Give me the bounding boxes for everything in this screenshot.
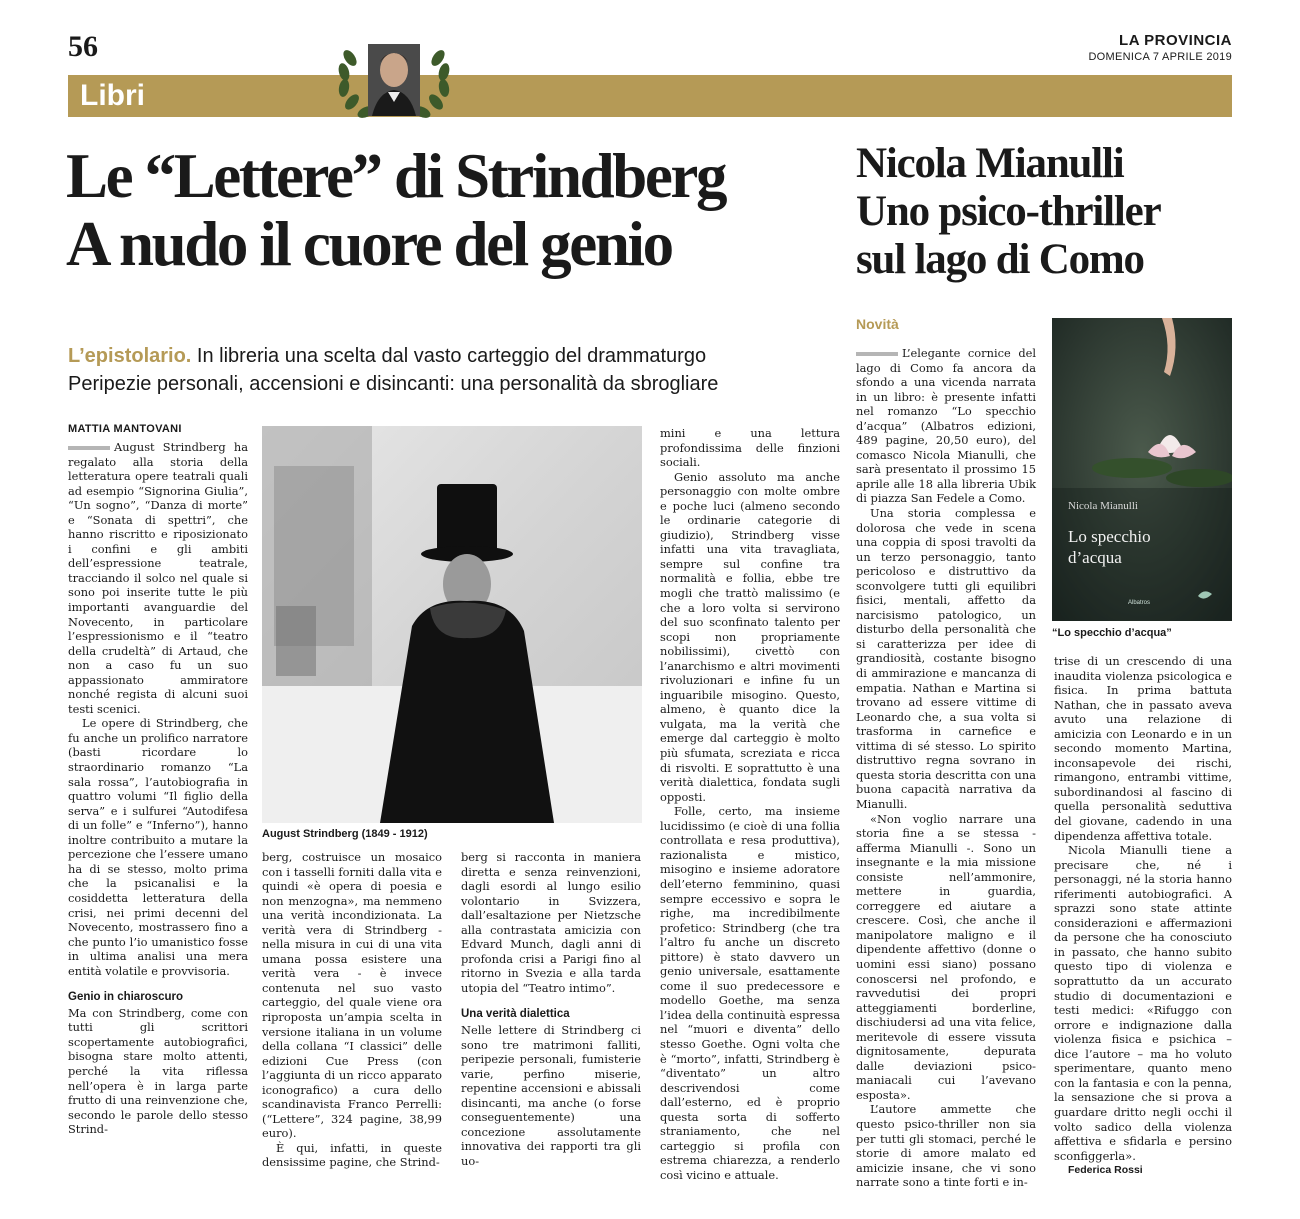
side-column-1	[856, 346, 1036, 1190]
summary-tag: L’epistolario.	[68, 345, 192, 367]
side-column-2	[1054, 654, 1232, 1178]
book-cover-author: Nicola Mianulli	[1068, 500, 1138, 512]
summary-line-2: Peripezie personali, accensioni e disincanti: una personalità da sbrogliare	[68, 373, 719, 395]
paragraph: Folle, certo, ma insieme lucidissimo (e cioè di una follia controllata e resa produttiva), razionalista e mistico, misogino e insieme adoratore dell’eterno femminino, quasi sempre eccessivo e sopra le righe, ma incredibilmente profetico: Strindberg (che tra l’altro fu anche un discreto pittore) è stato davvero un genio universale, esattamente come il suo predecessore e modello Goethe, ma senza l’idea della continuità espressa nel “muori e diventa” dello stesso Goethe. Ogni volta che è “morto”, infatti, Strindberg è “diventato” un altro descrivendosi come dall’esterno, ed è proprio questa sorta di sofferto straniamento, che nel carteggio si profila con estrema chiarezza, a renderlo così vicino e attuale.	[660, 804, 840, 1182]
side-kicker: Novità	[856, 316, 899, 332]
main-column-4	[660, 426, 840, 1182]
paragraph: mini e una lettura profondissima delle finzioni sociali.	[660, 426, 840, 470]
subheading: Una verità dialettica	[461, 1008, 570, 1021]
paragraph: L’autore ammette che questo psico-thriller non sia per tutti gli stomaci, perché le storie di amore malato ed amicizie insane, che vi sono narrate sono a tinte forti e in-	[856, 1102, 1036, 1190]
paragraph: berg, costruisce un mosaico con i tasselli forniti dalla vita e quindi «è opera di poesia e non menzogna», ma nemmeno una verità incondizionata. La verità vera di Strindberg - nella misura in cui di una vita umana possa esistere una verità vera - è invece contenuta nel suo vasto carteggio, del quale viene ora riproposta un’ampia scelta in versione italiana in un volume della collana “I classici” delle edizioni Cue Press (con l’aggiunta di un ricco apparato iconografico) a cura dello scandinavista Franco Perrelli: (“Lettere”, 324 pagine, 38,99 euro).	[262, 850, 442, 1141]
main-headline-line-2: A nudo il cuore del genio	[66, 209, 672, 279]
paragraph: Una storia complessa e dolorosa che vede in scena una coppia di sposi travolti da un terzo personaggio, tanto pericoloso e distruttivo da sconvolgere tutti gli equilibri fisici, mentali, affetto da narcisismo patologico, un disturbo della personalità che si caratterizza per idee di grandiosità, costante bisogno di ammirazione e mancanza di empatia. Nathan e Martina si trovano ad essere vittime di Leonardo che, a sua volta si trasforma in carnefice e vittima di sé stesso. Lo spirito distruttivo regna sovrano in questa storia descritta con una buona capacità narrativa da Mianulli.	[856, 506, 1036, 811]
article-author: MATTIA MANTOVANI	[68, 423, 182, 435]
paragraph: Genio assoluto ma anche personaggio con molte ombre e poche luci (almeno secondo le ordinarie categorie di giudizio), Strindberg visse infatti una vita travagliata, sempre sul confine tra normalità e follia, ebbe tre mogli che trattò malissimo (e che a loro volta si servirono del suo sconfinato talento per scopi non propriamente nobilissimi), civettò con l’anarchismo e altri movimenti rivoluzionari e infine fu un inguaribile misogino. Questo, almeno, è quanto dice la vulgata, ma la verità che emerge dal carteggio è molto più sfumata, screziata e ricca di risvolti. E soprattutto è una verità dialettica, fondata sugli opposti.	[660, 469, 840, 804]
page-number: 56	[68, 30, 98, 63]
main-headline	[66, 142, 846, 278]
paragraph: «Non voglio narrare una storia fine a se stessa - afferma Mianulli -. Sono un insegnante e la mia missione consiste nell’ammonire, mettere in guardia, correggere ed aiutare a crescere. Così, che anche il manipolatore maligno e il dipendente affettivo (donne o uomini essi siano) possano conoscersi nel profondo, e ravvedutisi dei propri atteggiamenti borderline, dischiudersi ad una vita felice, meritevole di essere vissuta dignitosamente, depurata dalle deviazioni psico-maniacali cui l’avevano esposta».	[856, 811, 1036, 1102]
book-cover-publisher: Albatros	[1128, 600, 1151, 606]
book-cover-image	[1052, 318, 1232, 621]
side-headline-line-1: Nicola Mianulli	[856, 140, 1124, 187]
newspaper-name: LA PROVINCIA	[1119, 32, 1232, 49]
side-headline-line-2: Uno psico-thriller	[856, 188, 1161, 235]
side-headline-line-3: sul lago di Como	[856, 236, 1144, 283]
main-headline-line-1: Le “Lettere” di Strindberg	[66, 141, 726, 211]
paragraph: August Strindberg ha regalato alla storia della letteratura opere teatrali quali ad esempio “Signorina Giulia”, “Un sogno”, “Danza di morte” e “Sonata di spettri”, che hanno riscritto e riposizionato i confini e gli ambiti dell’espressione teatrale, tracciando il solco nel quale si sono poi inserite tutte le più importanti avanguardie del Novecento, in particolare l’espressionismo e il “teatro della crudeltà” di Artaud, che non a caso fu un suo appassionato ammiratore nonché regista di alcuni suoi testi scenici.	[68, 440, 248, 716]
masthead	[1088, 32, 1232, 63]
paragraph: È qui, infatti, in queste densissime pagine, che Strind-	[262, 1140, 442, 1170]
strindberg-portrait-image	[262, 426, 642, 823]
book-cover-title: Lo specchio d’acqua	[1068, 527, 1151, 567]
main-column-2	[262, 850, 442, 1170]
laurel-portrait-emblem	[332, 36, 456, 124]
photo-caption: August Strindberg (1849 - 1912)	[262, 828, 428, 840]
article-signature: Federica Rossi	[1068, 1164, 1143, 1177]
subheading: Genio in chiaroscuro	[68, 991, 184, 1004]
book-cover	[1052, 318, 1232, 621]
main-column-3	[461, 850, 641, 1168]
issue-date: DOMENICA 7 APRILE 2019	[1088, 51, 1232, 63]
paragraph: trise di un crescendo di una inaudita violenza psicologica e fisica. In prima battuta Nathan, che in passato aveva avuto una relazione di amicizia con Leonardo e in un secondo momento Martina, inconsapevole dei rischi, rimangono, entrambi vittime, subordinandosi al fascino di quella personalità seduttiva del giovane, cadendo in una dipendenza affettiva totale.	[1054, 654, 1232, 843]
section-band	[68, 75, 1232, 117]
paragraph: L’elegante cornice del lago di Como fa ancora da sfondo a una vicenda narrata in un libro: è presente infatti nel romanzo “Lo specchio d’acqua” (Albatros edizioni, 489 pagine, 20,50 euro), del comasco Nicola Mianulli, che sarà presentato il prossimo 15 aprile alle 18 alla libreria Ubik di piazza San Fedele a Como.	[856, 346, 1036, 506]
paragraph: Nelle lettere di Strindberg ci sono tre matrimoni falliti, peripezie personali, fumisterie varie, perfino miserie, repentine accensioni e abissali disincanti, ma anche (o forse conseguentemente) una concezione assolutamente innovativa dei rapporti tra gli uo-	[461, 1023, 641, 1168]
paragraph: berg si racconta in maniera diretta e senza reinvenzioni, dagli esordi al lungo esilio volontario in Svizzera, dall’esaltazione per Nietzsche alla contrastata amicizia con Edvard Munch, dagli anni di profonda crisi a Parigi fino al ritorno in Svezia e alla tarda utopia del “Teatro intimo”.	[461, 850, 641, 995]
paragraph: Nicola Mianulli tiene a precisare che, né i personaggi, né la storia hanno riferimenti autobiografici. A sprazzi sono state attinte considerazioni e affermazioni da persone che ha conosciuto in passato, che hanno subito questo tipo di violenza e soprattutto da un accurato studio di documentazioni e testi medici: «Rifuggo con orrore e indignazione dalla violenza fisica e psichica – dice l’autore – ma ho voluto sperimentare, quanto meno con la fantasia e con la penna, la sensazione che si prova a guardare dritto negli occhi il volto sadico della violenza affettiva e sfidarla e persino sconfiggerla».	[1054, 843, 1232, 1163]
book-caption: “Lo specchio d’acqua”	[1052, 627, 1172, 639]
summary-line-1: In libreria una scelta dal vasto carteggio del drammaturgo	[196, 345, 707, 367]
side-headline	[856, 140, 1236, 284]
strindberg-photo	[262, 426, 642, 823]
paragraph: Ma con Strindberg, come con tutti gli scrittori scopertamente autobiografici, bisogna stare molto attenti, perché la vita riflessa nell’opera è in larga parte frutto di una reinvenzione che, secondo le parole dello stesso Strind-	[68, 1005, 248, 1137]
paragraph: Le opere di Strindberg, che fu anche un prolifico narratore (basti ricordare lo straordinario romanzo “La sala rossa”, l’autobiografia in quattro volumi “Il figlio della serva” e i sulfurei “Autodifesa di un folle” e “Inferno”), hanno inoltre contribuito a mutare la percezione che l’essere umano ha di se stesso, molto prima che la psicanalisi e la cosiddetta letteratura della crisi, nei primi decenni del Novecento, mostrassero fino a che punto l’io umanistico fosse in ultima analisi una mera entità volatile e provvisoria.	[68, 716, 248, 978]
main-column-1	[68, 440, 248, 1137]
article-summary	[68, 342, 858, 398]
section-label: Libri	[80, 79, 145, 112]
